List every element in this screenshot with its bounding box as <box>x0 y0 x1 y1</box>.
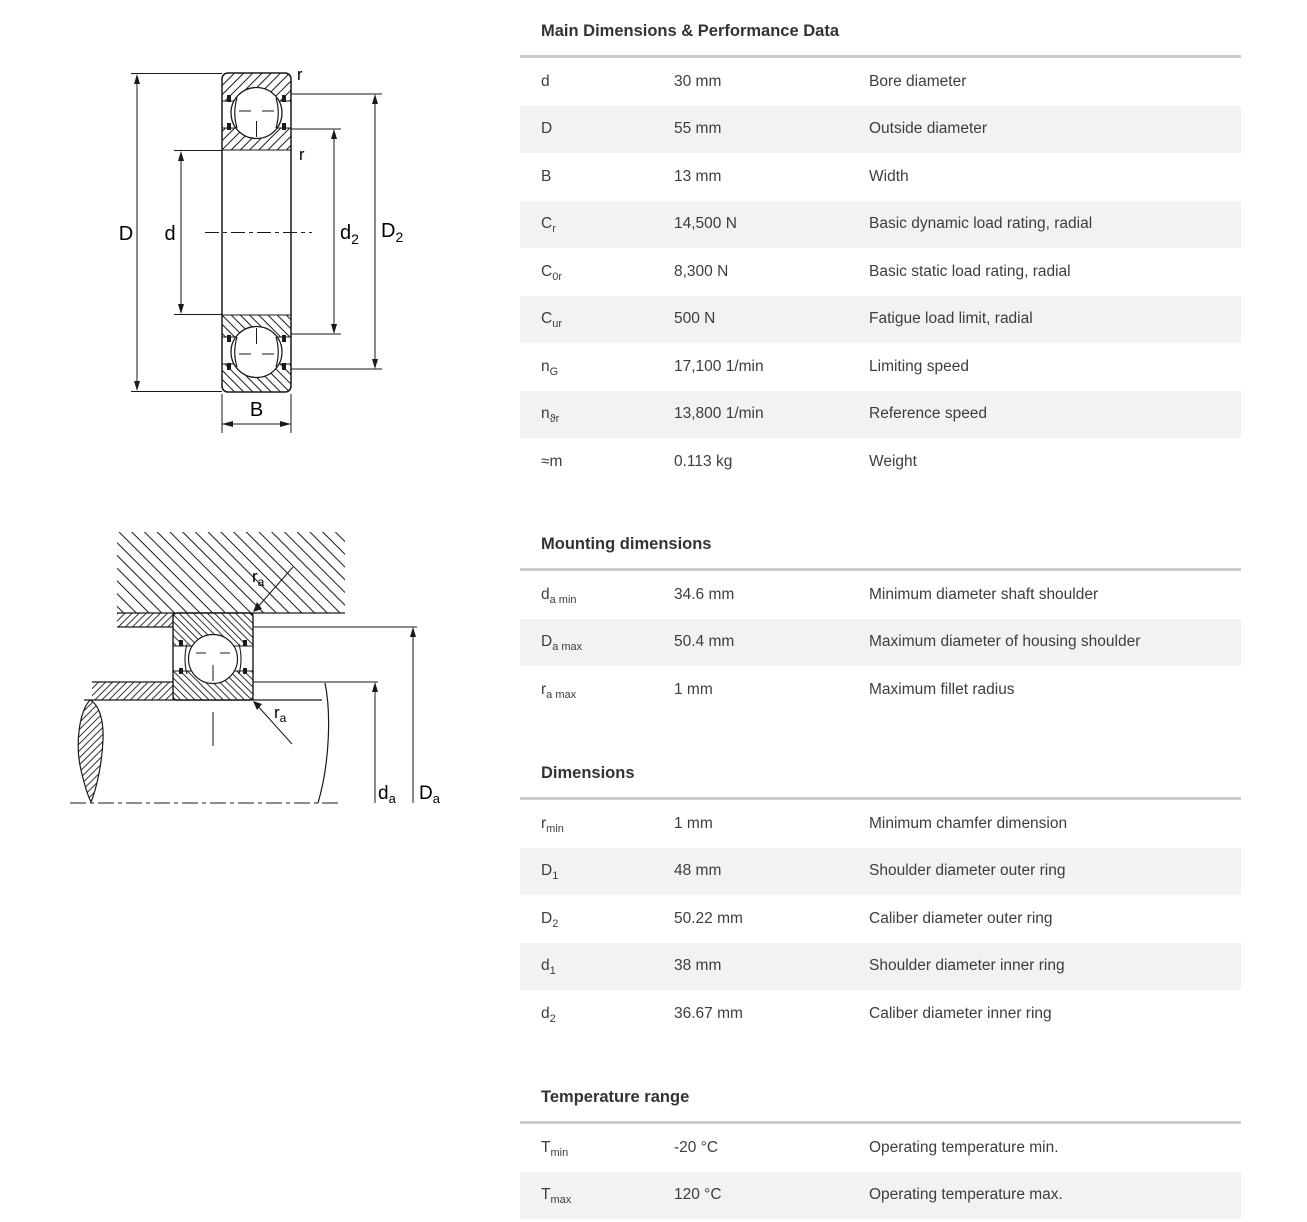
bearing-top-half <box>222 73 291 150</box>
description-cell: Fatigue load limit, radial <box>869 310 1033 328</box>
description-cell: Reference speed <box>869 405 988 423</box>
section-dimensions <box>520 742 1241 1038</box>
value-cell: 50.4 mm <box>674 633 735 651</box>
table-row <box>520 800 1241 848</box>
section-title: Mounting dimensions <box>541 535 712 553</box>
symbol-cell: $d_2$ <box>541 1004 556 1025</box>
symbol-cell: $T_{max}$ <box>541 1186 572 1207</box>
description-cell: Operating temperature max. <box>869 1186 1063 1204</box>
symbol-cell: $D_1$ <box>541 862 559 883</box>
symbol-cell: $d_{a min}$ <box>541 585 577 606</box>
symbol-cell: $r_{min}$ <box>541 814 564 835</box>
description-cell: Minimum chamfer dimension <box>869 814 1068 832</box>
symbol-cell: d <box>541 72 550 90</box>
value-cell: 1 mm <box>674 680 713 698</box>
symbol-cell: $r_{a max}$ <box>541 680 577 701</box>
label-d: d <box>164 223 176 245</box>
label-r-inner: r <box>299 146 305 164</box>
shaft-break-section <box>78 700 103 802</box>
description-cell: Bore diameter <box>869 72 967 90</box>
value-cell: 500 N <box>674 310 716 328</box>
table-row <box>520 1172 1241 1220</box>
value-cell: 34.6 mm <box>674 585 735 603</box>
label-D2: $D_2$ <box>381 220 404 245</box>
label-ra-top: $r_a$ <box>252 567 265 589</box>
label-ra-bottom: $r_a$ <box>274 703 287 725</box>
description-cell: Maximum diameter of housing shoulder <box>869 633 1141 651</box>
label-B: B <box>249 399 264 421</box>
value-cell: 55 mm <box>674 120 722 138</box>
value-cell: -20 °C <box>674 1138 719 1156</box>
description-cell: Weight <box>869 452 917 470</box>
value-cell: 13,800 1/min <box>674 405 764 423</box>
description-cell: Basic dynamic load rating, radial <box>869 215 1093 233</box>
section-title: Dimensions <box>541 764 635 782</box>
symbol-cell: ≈m <box>541 452 563 470</box>
shield-anchor <box>227 95 231 102</box>
table-row <box>520 571 1241 619</box>
fillet-radius-callout-bottom <box>253 701 292 744</box>
section-temperature-range <box>520 1066 1241 1219</box>
table-row <box>520 296 1241 344</box>
symbol-cell: $n_G$ <box>541 357 559 378</box>
shield-anchor <box>243 668 247 674</box>
value-cell: 50.22 mm <box>674 909 743 927</box>
value-cell: 48 mm <box>674 862 722 880</box>
table-row <box>520 153 1241 201</box>
description-cell: Limiting speed <box>869 357 969 375</box>
label-r-top: r <box>297 66 303 84</box>
label-d2: $d_2$ <box>340 222 359 247</box>
table-row <box>520 1124 1241 1172</box>
label-Da: $D_a$ <box>419 783 440 806</box>
section-title: Main Dimensions & Performance Data <box>541 22 839 40</box>
table-row <box>520 666 1241 714</box>
bearing-cross-section-drawing <box>0 0 500 480</box>
table-row <box>520 943 1241 991</box>
shield-anchor <box>179 668 183 674</box>
description-cell: Minimum diameter shaft shoulder <box>869 585 1099 603</box>
symbol-cell: $C_r$ <box>541 215 556 236</box>
description-cell: Maximum fillet radius <box>869 680 1015 698</box>
dimension-B <box>222 394 291 433</box>
description-cell: Basic static load rating, radial <box>869 262 1071 280</box>
symbol-cell: D <box>541 120 553 138</box>
mounting-situation-drawing <box>0 500 470 830</box>
table-row <box>520 895 1241 943</box>
description-cell: Outside diameter <box>869 120 988 138</box>
data-table <box>520 800 1241 1038</box>
table-row <box>520 438 1241 486</box>
value-cell: 17,100 1/min <box>674 357 764 375</box>
value-cell: 36.67 mm <box>674 1004 743 1022</box>
description-cell: Operating temperature min. <box>869 1138 1059 1156</box>
value-cell: 8,300 N <box>674 262 729 280</box>
section-main-dimensions <box>520 0 1241 486</box>
shield-anchor <box>243 640 247 646</box>
description-cell: Caliber diameter outer ring <box>869 909 1053 927</box>
shield-anchor <box>227 123 231 130</box>
symbol-cell: $C_{0r}$ <box>541 262 562 283</box>
table-row <box>520 343 1241 391</box>
shaft-break-line <box>318 683 329 803</box>
mounted-bearing-section <box>173 613 253 746</box>
value-cell: 13 mm <box>674 167 722 185</box>
data-table <box>520 1124 1241 1219</box>
label-da: $d_a$ <box>378 783 396 806</box>
value-cell: 0.113 kg <box>674 452 733 470</box>
value-cell: 120 °C <box>674 1186 722 1204</box>
shield-anchor <box>282 95 286 102</box>
table-row <box>520 990 1241 1038</box>
description-cell: Shoulder diameter outer ring <box>869 862 1066 880</box>
symbol-cell: B <box>541 167 552 185</box>
table-row <box>520 248 1241 296</box>
table-row <box>520 848 1241 896</box>
symbol-cell: $D_{a max}$ <box>541 633 583 654</box>
description-cell: Caliber diameter inner ring <box>869 1004 1052 1022</box>
section-title: Temperature range <box>541 1088 690 1106</box>
shield-anchor <box>282 123 286 130</box>
value-cell: 14,500 N <box>674 215 737 233</box>
symbol-cell: $T_{min}$ <box>541 1138 569 1159</box>
table-row <box>520 201 1241 249</box>
section-mounting-dimensions <box>520 513 1241 714</box>
symbol-cell: $n_{ϑr}$ <box>541 405 560 426</box>
symbol-cell: $d_1$ <box>541 957 556 978</box>
table-row <box>520 619 1241 667</box>
value-cell: 30 mm <box>674 72 722 90</box>
table-row <box>520 106 1241 154</box>
description-cell: Width <box>869 167 909 185</box>
data-table <box>520 571 1241 714</box>
value-cell: 1 mm <box>674 814 713 832</box>
symbol-cell: $C_{ur}$ <box>541 310 562 331</box>
table-row <box>520 58 1241 106</box>
description-cell: Shoulder diameter inner ring <box>869 957 1065 975</box>
data-table <box>520 58 1241 486</box>
table-row <box>520 391 1241 439</box>
label-D: D <box>118 223 134 245</box>
shield-anchor <box>179 640 183 646</box>
value-cell: 38 mm <box>674 957 722 975</box>
symbol-cell: $D_2$ <box>541 909 559 930</box>
